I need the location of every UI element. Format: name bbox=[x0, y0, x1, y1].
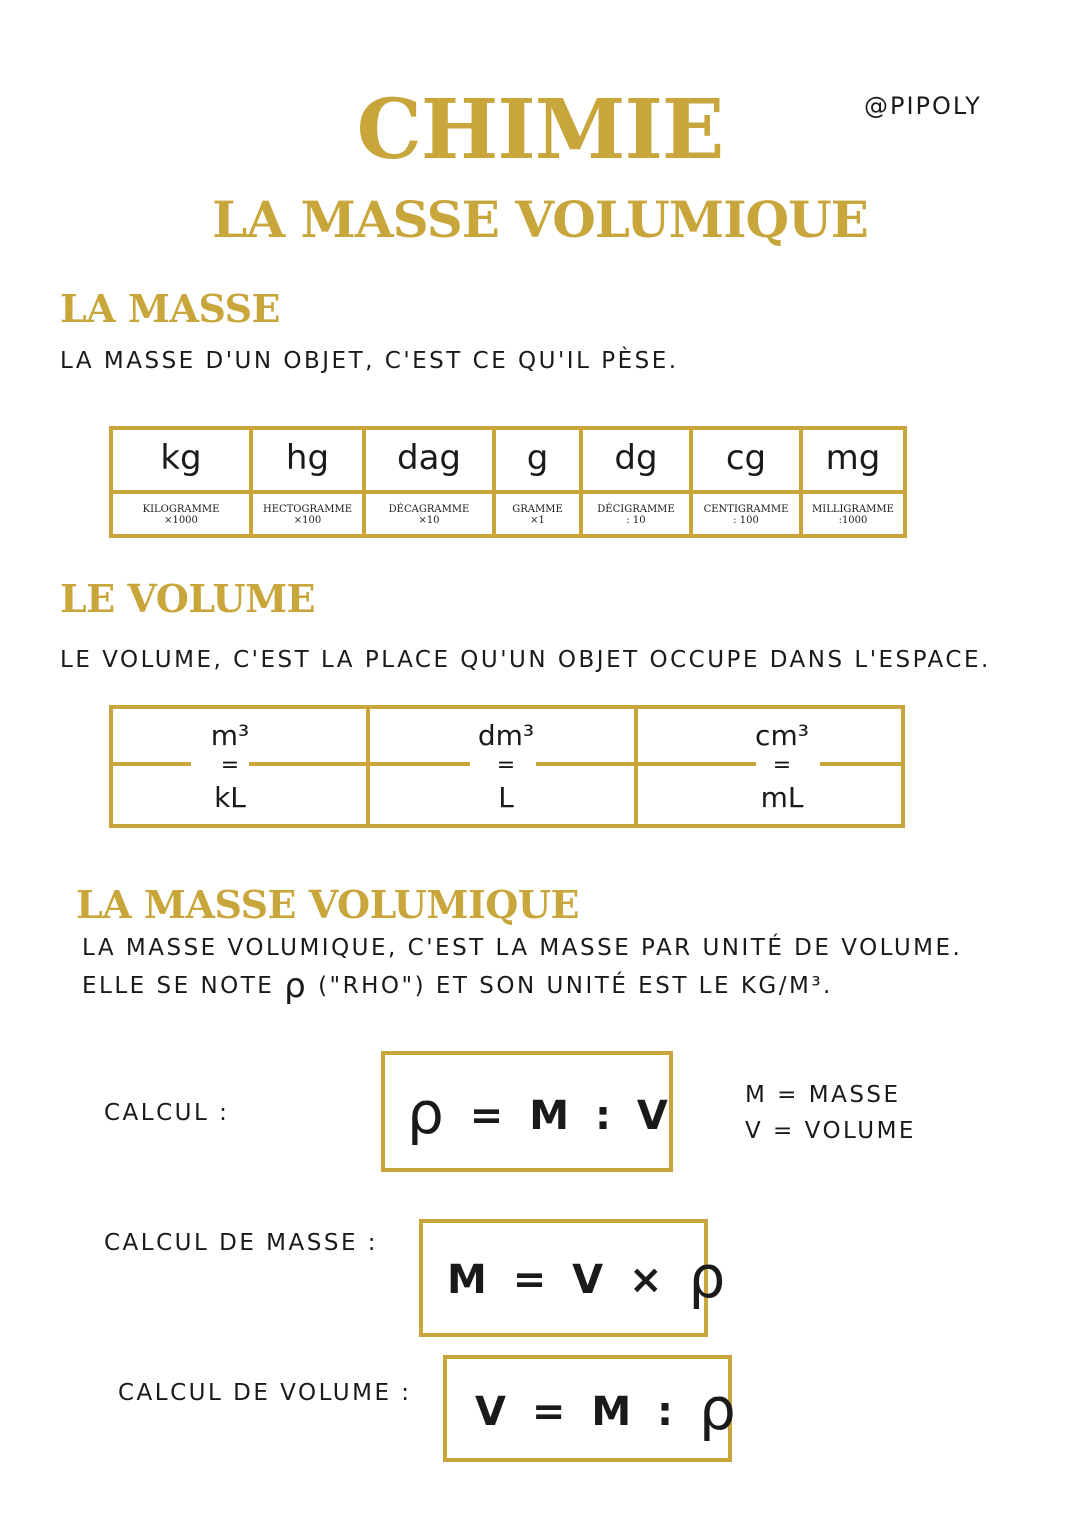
mass-unit-cell bbox=[113, 430, 249, 534]
unit-symbol: kg bbox=[160, 438, 202, 478]
legend-volume: V = VOLUME bbox=[745, 1118, 916, 1144]
mass-unit-cell bbox=[579, 430, 689, 534]
volume-formula: V = M : ρ bbox=[475, 1375, 742, 1443]
page-subtitle: LA MASSE VOLUMIQUE bbox=[212, 190, 868, 249]
mass-unit-cell bbox=[799, 430, 903, 534]
volume-unit-top: m³ bbox=[210, 719, 250, 752]
volume-calc-label: CALCUL DE VOLUME : bbox=[118, 1380, 412, 1406]
unit-name: HECTOGRAMME ×100 bbox=[262, 504, 353, 526]
unit-symbol: g bbox=[526, 438, 549, 478]
mass-unit-cell bbox=[492, 430, 579, 534]
unit-symbol: dg bbox=[614, 438, 658, 478]
mass-calc-label: CALCUL DE MASSE : bbox=[104, 1230, 379, 1256]
unit-symbol: hg bbox=[285, 438, 330, 478]
calcul-formula: ρ = M : V bbox=[407, 1079, 674, 1147]
volume-definition: LE VOLUME, C'EST LA PLACE QU'UN OBJET OCCUPE DANS L'ESPACE. bbox=[60, 647, 991, 673]
author-handle: @PIPOLY bbox=[864, 92, 982, 120]
volume-units-table bbox=[109, 705, 905, 828]
mass-heading: LA MASSE bbox=[60, 286, 280, 331]
legend-mass: M = MASSE bbox=[745, 1082, 901, 1108]
volume-unit-bottom: L bbox=[498, 781, 514, 814]
volume-unit-equals: = bbox=[220, 753, 240, 778]
volume-unit-equals: = bbox=[772, 753, 792, 778]
mass-definition: LA MASSE D'UN OBJET, C'EST CE QU'IL PÈSE. bbox=[60, 348, 679, 374]
volume-unit-top: dm³ bbox=[477, 719, 535, 752]
mass-formula-box bbox=[419, 1219, 732, 1337]
unit-name: DÉCIGRAMME : 10 bbox=[597, 504, 675, 526]
mass-unit-cell bbox=[249, 430, 362, 534]
volume-formula-box bbox=[443, 1355, 742, 1462]
density-definition-line1: LA MASSE VOLUMIQUE, C'EST LA MASSE PAR UNITÉ DE VOLUME. bbox=[82, 935, 963, 961]
rho-symbol: ρ bbox=[284, 966, 309, 1006]
unit-name: KILOGRAMME ×1000 bbox=[142, 504, 220, 526]
density-definition-line2: ELLE SE NOTE ρ ("RHO") ET SON UNITÉ EST LE KG/M³. bbox=[82, 966, 833, 1006]
unit-name: DÉCAGRAMME ×10 bbox=[388, 504, 470, 526]
volume-unit-cell bbox=[634, 709, 901, 824]
mass-units-table bbox=[109, 426, 907, 538]
unit-name: CENTIGRAMME : 100 bbox=[703, 504, 789, 526]
mass-unit-cell bbox=[362, 430, 492, 534]
volume-unit-equals: = bbox=[496, 753, 516, 778]
volume-unit-cell bbox=[113, 709, 366, 824]
mass-unit-cell bbox=[689, 430, 799, 534]
calcul-label: CALCUL : bbox=[104, 1100, 230, 1126]
volume-heading: LE VOLUME bbox=[60, 576, 316, 621]
unit-name: MILLIGRAMME :1000 bbox=[812, 504, 894, 526]
unit-symbol: mg bbox=[825, 438, 881, 478]
density-heading: LA MASSE VOLUMIQUE bbox=[76, 882, 579, 927]
volume-unit-top: cm³ bbox=[755, 719, 809, 752]
calcul-formula-box bbox=[381, 1051, 673, 1172]
mass-formula: M = V × ρ bbox=[447, 1243, 732, 1311]
unit-symbol: cg bbox=[725, 438, 767, 478]
page-title: CHIMIE bbox=[356, 82, 724, 178]
volume-unit-cell bbox=[366, 709, 634, 824]
volume-unit-bottom: kL bbox=[214, 781, 246, 814]
unit-symbol: dag bbox=[397, 438, 461, 478]
unit-name: GRAMME ×1 bbox=[512, 504, 563, 526]
volume-unit-bottom: mL bbox=[760, 781, 804, 814]
